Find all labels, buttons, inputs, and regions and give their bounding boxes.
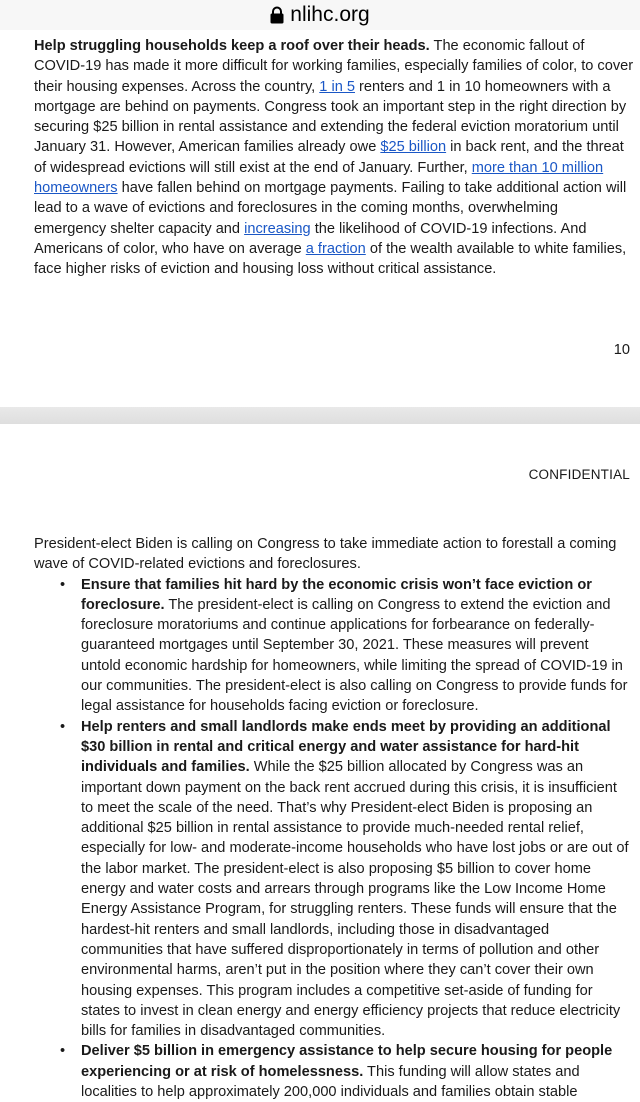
text-run: of the wealth available to white families, face higher risks of eviction and housing loss without critical assistance.	[34, 240, 627, 278]
housing-paragraph	[34, 36, 634, 280]
text-run: in back rent, and the threat of widespread evictions will still exist at the end of January. Further,	[34, 139, 624, 176]
list-item	[34, 575, 632, 717]
paragraph-heading: Help struggling households keep a roof over their heads.	[34, 38, 430, 54]
page-11-body	[34, 534, 632, 1102]
list-item	[34, 1041, 632, 1102]
page-10-body	[34, 36, 634, 280]
bullet-icon: •	[60, 576, 66, 593]
page-number: 10	[613, 342, 630, 358]
text-run: have fallen behind on mortgage payments. Failing to take additional action will lead to a wave of evictions and foreclosures in the coming months, overwhelming emergency shelter capacity and	[34, 180, 627, 237]
confidential-header: CONFIDENTIAL	[528, 467, 630, 482]
link-increasing[interactable]: increasing	[244, 220, 311, 237]
link-10-million-homeowners[interactable]: more than 10 million homeowners	[34, 159, 604, 197]
bullet-icon: •	[60, 718, 66, 735]
bullet-icon: •	[60, 1043, 66, 1060]
intro-paragraph: President-elect Biden is calling on Congress to take immediate action to forestall a coming wave of COVID-related evictions and foreclosures.	[34, 536, 617, 573]
bullet-text: While the $25 billion allocated by Congress was an important down payment on the back rent accrued during this crisis, it is insufficient to meet the scale of the need. That’s why President-elect Biden is proposing an additional $25 billion in rental assistance to provide much-needed rental relief, especially for low- and moderate-income households who have lost jobs or are out of the labor market. The president-elect is also proposing $5 billion to cover home energy and water costs and arrears through programs like the Low Income Home Energy Assistance Program, for struggling renters. These funds will ensure that the hardest-hit renters and small landlords, including those in disadvantaged communities that have suffered disproportionately in terms of pollution and other environmental harms, aren’t put in the position where they can’t cover their own housing expenses. This program includes a competitive set-aside of funding for states to invest in clean energy and energy efficiency projects that reduce electricity bills for families in disadvantaged communities.	[81, 759, 629, 1040]
bullet-heading: Ensure that families hit hard by the economic crisis won’t face eviction or foreclosure.	[81, 576, 592, 613]
text-run: The economic fallout of COVID-19 has made it more difficult for working families, especially families of color, to cover their housing expenses. Across the country,	[34, 38, 634, 95]
link-25-billion[interactable]: $25 billion	[380, 139, 447, 156]
bullet-heading: Deliver $5 billion in emergency assistance to help secure housing for people experiencing or at risk of homelessness.	[81, 1043, 613, 1080]
bullet-text: The president-elect is calling on Congress to extend the eviction and foreclosure moratoriums and continue applications for forbearance on federally-guaranteed mortgages until September 30, 2021. These measures will prevent untold economic hardship for homeowners, while limiting the spread of COVID-19 in our communities. The president-elect is also calling on Congress to provide funds for legal assistance for households facing eviction or foreclosure.	[81, 596, 628, 715]
bullet-text: This funding will allow states and localities to help approximately 200,000 individuals and families obtain stable	[81, 1063, 580, 1101]
text-run: renters and 1 in 10 homeowners with a mortgage are behind on payments. Congress took an important step in the right direction by securing $25 billion in rental assistance and extending the federal eviction moratorium until January 31. However, American families already owe	[34, 78, 627, 156]
address-bar[interactable]	[0, 0, 640, 30]
url-text: nlihc.org	[290, 3, 370, 26]
bullet-heading: Help renters and small landlords make ends meet by providing an additional $30 billion in rental and critical energy and water assistance for hard-hit individuals and families.	[81, 718, 611, 776]
link-1-in-5[interactable]: 1 in 5	[319, 78, 355, 95]
page-divider	[0, 407, 640, 424]
link-a-fraction[interactable]: a fraction	[305, 240, 366, 257]
bullet-list	[34, 575, 632, 1102]
list-item	[34, 717, 632, 1042]
text-run: the likelihood of COVID-19 infections. And Americans of color, who have on average	[34, 220, 587, 257]
lock-icon	[270, 6, 284, 24]
